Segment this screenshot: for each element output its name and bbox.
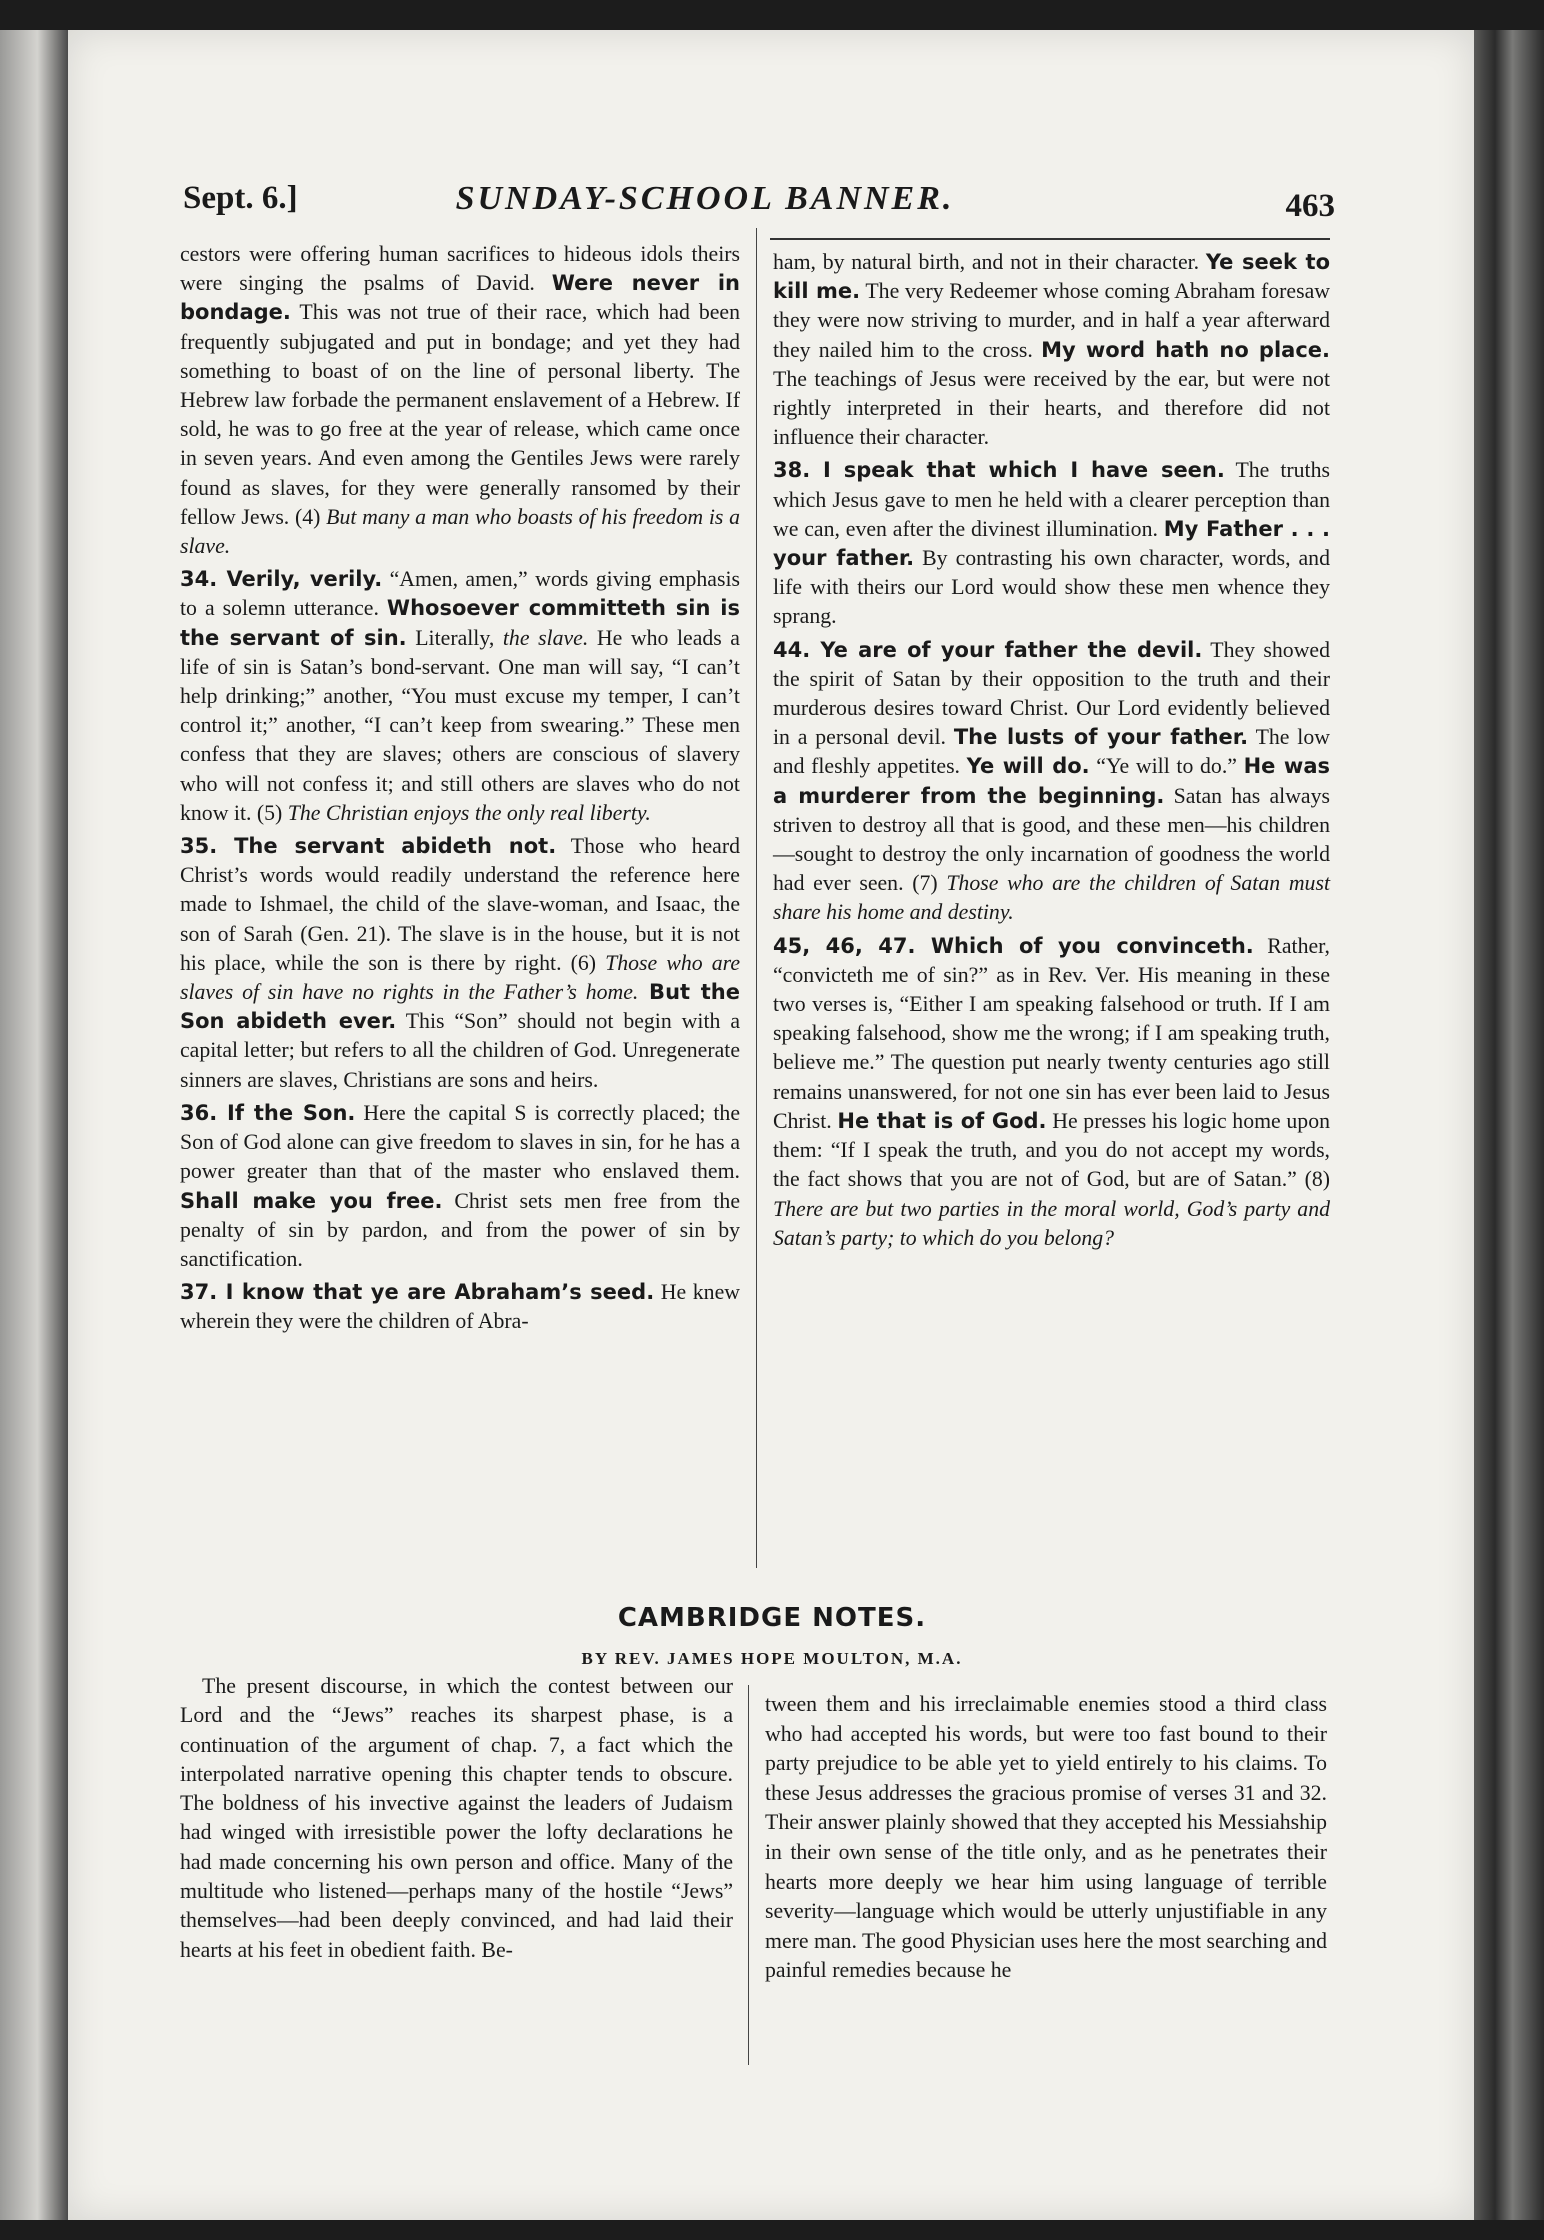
- column-divider: [756, 228, 757, 1568]
- paragraph: [180, 1099, 740, 1274]
- book-left-edge: [0, 30, 68, 2220]
- lesson-note: Those who are slaves of sin have no rights in the Father’s home.: [180, 950, 740, 1005]
- lesson-note: There are but two parties in the moral world, God’s party and Satan’s party; to which do you belong?: [773, 1196, 1330, 1250]
- paragraph: [180, 1278, 740, 1336]
- body-text: Here the capital S is correctly placed; the Son of God alone can give freedom to slaves in sin, for he has a power greater than that of the master who enslaved them.: [180, 1100, 740, 1184]
- lesson-note: The Christian enjoys the only real liberty.: [287, 800, 651, 825]
- paragraph: [180, 565, 740, 828]
- verse-heading: 35. The servant abideth not.: [180, 834, 557, 859]
- paragraph: The present discourse, in which the contest between our Lord and the “Jews” reaches its sharpest phase, is a continuation of the argument of chap. 7, a fact which the interpolated narrative opening this chapter tends to obscure. The boldness of his invective against the leaders of Judaism had winged with irresistible power the lofty declarations he had made concerning his own person and office. Many of the multitude who listened—perhaps many of the hostile “Jews” themselves—had been deeply convinced, and had laid their hearts at his feet in obedient faith. Be-: [180, 1674, 733, 1962]
- phrase-heading: Ye seek to kill me.: [773, 250, 1330, 304]
- body-text: He presses his logic home upon them: “If I speak the truth, and you do not accept my words, the fact shows that you are not of God, but are of Satan.” (8): [773, 1108, 1330, 1192]
- running-header: [115, 180, 1335, 230]
- body-text: The teachings of Jesus were received by the ear, but were not rightly interpreted in their hearts, and therefore did not influence their character.: [773, 366, 1330, 450]
- body-text: The very Redeemer whose coming Abraham foresaw they were now striving to murder, and in half a year afterward they nailed him to the cross.: [773, 279, 1330, 362]
- body-text: This was not true of their race, which had been frequently subjugated and put in bondage; and yet they had something to boast of on the line of personal liberty. The Hebrew law forbade the permanent enslavement of a Hebrew. If sold, he was to go free at the year of release, which came once in seven years. And even among the Gentiles Jews were rarely found as slaves, for they were generally ransomed by their fellow Jews. (4): [180, 300, 740, 529]
- body-text: Literally,: [406, 625, 503, 650]
- body-text: This “Son” should not begin with a capital letter; but refers to all the children of God. Unregenerate sinners are slaves, Christians are sons and heirs.: [180, 1009, 740, 1092]
- body-text: Christ sets men free from the penalty of sin by pardon, and from the power of sin by sanctification.: [180, 1188, 741, 1271]
- phrase-heading: Ye will do.: [966, 754, 1090, 779]
- paragraph: [773, 636, 1330, 928]
- section-title: CAMBRIDGE NOTES.: [617, 1603, 927, 1633]
- cambridge-notes-left: [180, 1672, 733, 1969]
- phrase-heading: He that is of God.: [837, 1108, 1047, 1133]
- phrase-heading: The lusts of your father.: [953, 725, 1249, 750]
- verse-heading: 45, 46, 47. Which of you convinceth.: [773, 933, 1254, 958]
- verse-heading: 44. Ye are of your father the devil.: [773, 637, 1203, 662]
- body-text: He knew wherein they were the children of Abra-: [180, 1280, 740, 1334]
- phrase-heading: But the Son abideth ever.: [180, 980, 740, 1034]
- paragraph: tween them and his irreclaimable enemies stood a third class who had accepted his words, but were too fast bound to their party prejudice to be able yet to yield entirely to his claims. To these Jesus addresses the gracious promise of verses 31 and 32. Their answer plainly showed that they accepted his Messiahship in their own sense of the title only, and as he penetrates their hearts more deeply we hear him using language of terrible severity—language which would be utterly unjustifiable in any mere man. The good Physician uses here the most searching and painful remedies because he: [765, 1692, 1327, 1983]
- byline: BY REV. JAMES HOPE MOULTON, M.A.: [581, 1649, 963, 1668]
- body-text: Rather, “convicteth me of sin?” as in Rev. Ver. His meaning in these two verses is, “Either I am speaking falsehood or truth. If I am speaking falsehood, show me the wrong; if I am speaking truth, believe me.” The question put nearly twenty centuries ago still remains unanswered, for not one sin has ever been laid to Jesus Christ.: [773, 933, 1330, 1133]
- body-text: “Ye will to do.”: [1089, 754, 1244, 779]
- page-number: 463: [1285, 188, 1335, 224]
- phrase-heading: My Father . . . your father.: [773, 516, 1330, 571]
- verse-heading: 34. Verily, verily.: [180, 567, 383, 592]
- body-text: He who leads a life of sin is Satan’s bond-servant. One man will say, “I can’t help drinking;” another, “You must excuse my temper, I can’t control it;” another, “I can’t keep from swearing.” These men confess that they are slaves; others are conscious of slavery who will not confess it; and still others are slaves who do not know it. (5): [180, 625, 740, 825]
- header-date: Sept. 6.]: [183, 180, 298, 216]
- cambridge-notes-right: [765, 1690, 1327, 1990]
- header-title: SUNDAY-SCHOOL BANNER.: [455, 180, 955, 217]
- book-right-edge: [1474, 30, 1544, 2220]
- paragraph: [773, 248, 1330, 452]
- phrase-heading: He was a murderer from the beginning.: [773, 754, 1330, 808]
- body-text: “Amen, amen,” words giving emphasis to a solemn utterance.: [180, 567, 740, 621]
- body-text: cestors were offering human sacrifices to hideous idols theirs were singing the psalms of David.: [180, 242, 740, 296]
- paragraph: [180, 240, 740, 561]
- body-text: Satan has always striven to destroy all that is good, and these men—his children—sought to destroy the only incarnation of goodness the world had ever seen. (7): [773, 783, 1330, 896]
- header-rule: [770, 238, 1330, 240]
- lesson-note: But many a man who boasts of his freedom is a slave.: [180, 504, 741, 559]
- phrase-heading: Shall make you free.: [180, 1188, 443, 1213]
- paragraph: [773, 932, 1330, 1253]
- lesson-note: Those who are the children of Satan must share his home and destiny.: [773, 871, 1330, 925]
- phrase-heading: Whosoever committeth sin is the servant of sin.: [180, 596, 740, 650]
- column-divider: [748, 1685, 749, 2065]
- paragraph: [180, 832, 740, 1095]
- left-column: [180, 240, 740, 1341]
- right-column: [773, 248, 1330, 1257]
- body-text: By contrasting his own character, words, and life with theirs our Lord would show these men whence they sprang.: [773, 546, 1330, 629]
- body-text: ham, by natural birth, and not in their character.: [773, 250, 1206, 274]
- body-text: The low and fleshly appetites.: [773, 725, 1330, 779]
- body-text: They showed the spirit of Satan by their opposition to the truth and their murderous desires toward Christ. Our Lord evidently believed in a personal devil.: [773, 637, 1331, 750]
- body-text: Those who heard Christ’s words would readily understand the reference here made to Ishmael, the child of the slave-woman, and Isaac, the son of Sarah (Gen. 21). The slave is in the house, but it is not his place, while the son is there by right. (6): [180, 834, 741, 975]
- body-text: The truths which Jesus gave to men he held with a clearer perception than we can, even after the divinest illumination.: [773, 458, 1330, 541]
- phrase-heading: My word hath no place.: [1041, 337, 1330, 362]
- verse-heading: 37. I know that ye are Abraham’s seed.: [180, 1280, 655, 1305]
- verse-heading: 36. If the Son.: [180, 1100, 356, 1125]
- italic-text: the slave.: [502, 625, 589, 650]
- paragraph: [773, 456, 1330, 631]
- verse-heading: 38. I speak that which I have seen.: [773, 458, 1225, 483]
- phrase-heading: Were never in bondage.: [180, 271, 740, 325]
